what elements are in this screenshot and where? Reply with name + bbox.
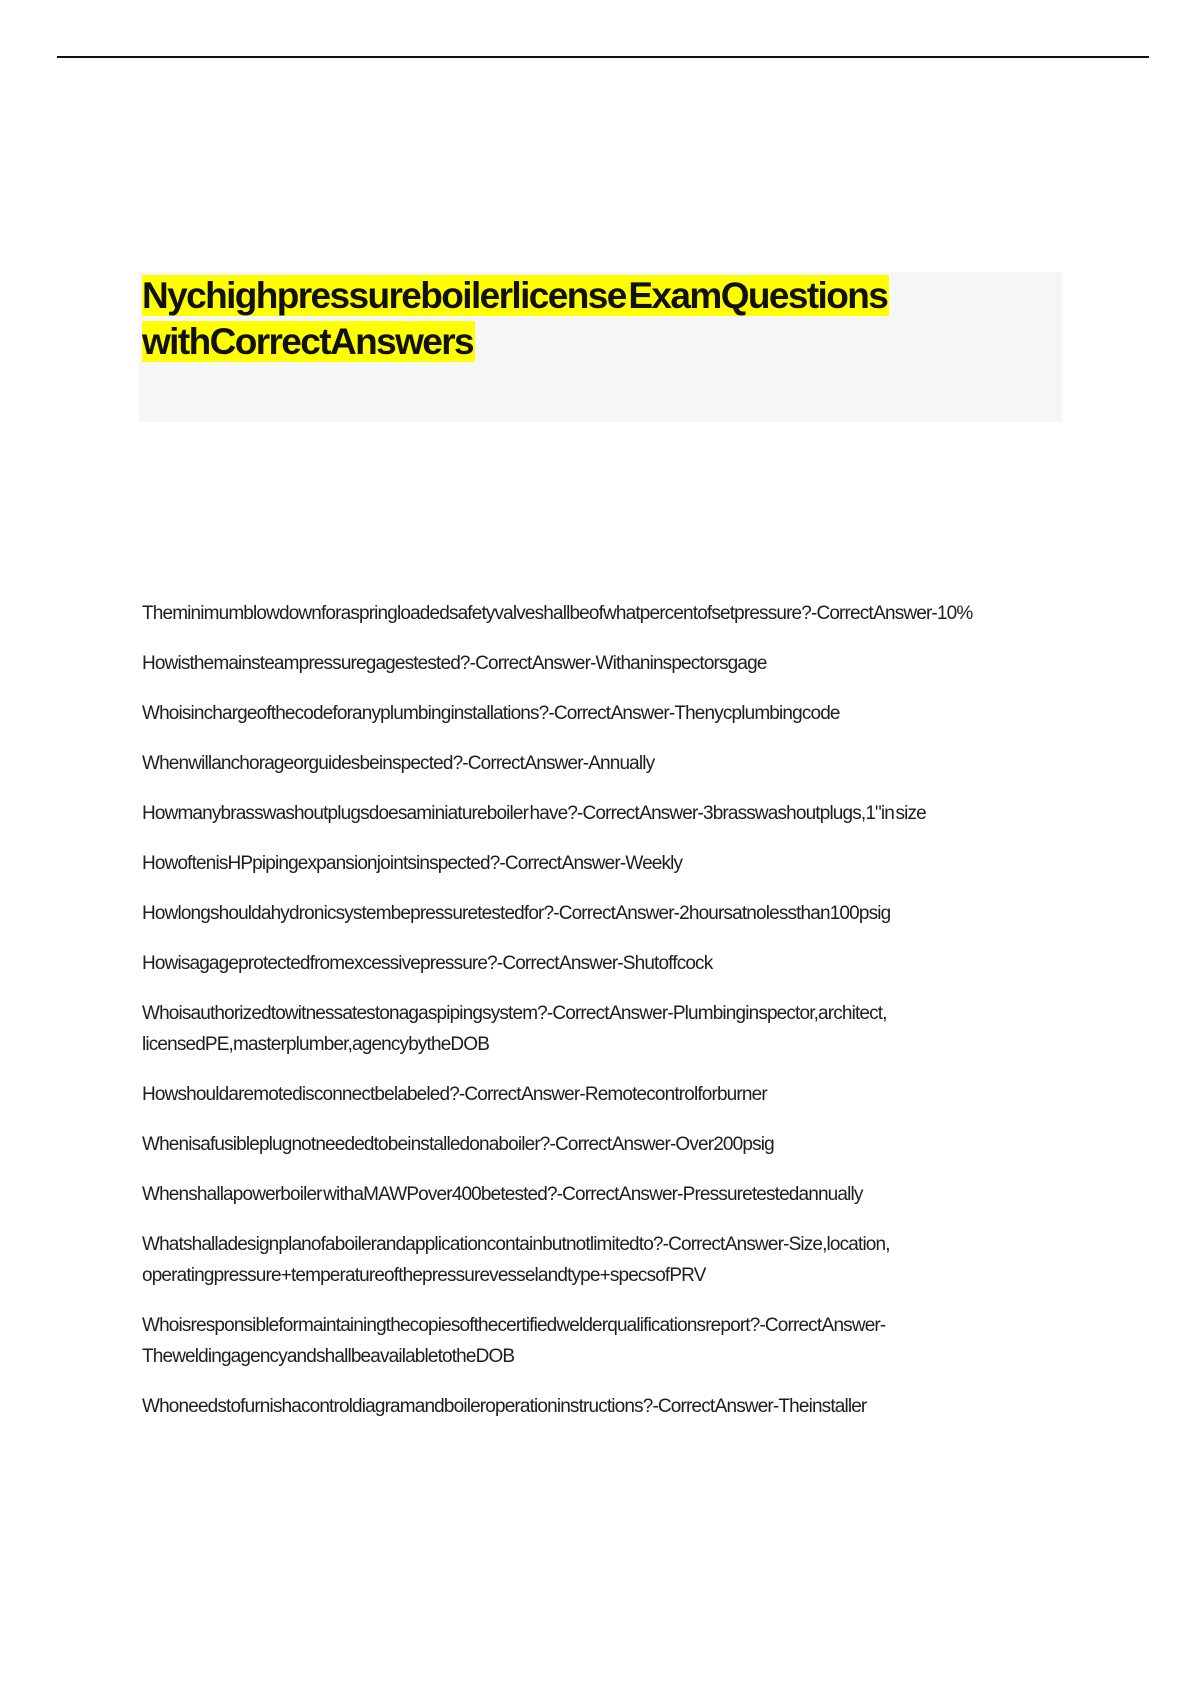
qa-item: Whenwillanchorageorguidesbeinspected?-Correct Answer-Annually xyxy=(142,753,655,774)
document-title-line-2: withCorrectAnswers xyxy=(142,321,474,362)
top-horizontal-rule xyxy=(57,56,1149,58)
question-answer-list xyxy=(142,598,1067,1441)
qa-item: HowoftenisHPpipingexpansionjointsinspected?-Correct Answer-Weekly xyxy=(142,853,683,874)
qa-item: Whoneedstofurnishacontroldiagramandboileroperationinstructions?-Correct Answer-Theinstaller xyxy=(142,1396,867,1417)
qa-item: Whatshalladesignplanofaboilerandapplicationcontainbutnotlimitedto?-Correct Answer-Size,location, operatingpressure+temperatureofthepressurevesselandtype+specsofPRV xyxy=(142,1234,890,1286)
qa-item: Whoisauthorizedtowitnessatestonagaspipingsystem?-Correct Answer-Plumbinginspector,architect, licensedPE,masterplumber,agencybytheDOB xyxy=(142,1003,887,1055)
qa-item: Whoisresponsibleformaintainingthecopiesofthecertifiedwelderqualificationsreport?-Correct Answer- TheweldingagencyandshallbeavailabletotheDOB xyxy=(142,1315,886,1367)
qa-item: Howisagageprotectedfromexcessivepressure?-Correct Answer-Shutoffcock xyxy=(142,953,713,974)
qa-item: Howlongshouldahydronicsystembepressuretestedfor?-Correct Answer-2hoursatnolessthan100psig xyxy=(142,903,891,924)
qa-item: Whoisinchargeofthecodeforanyplumbinginstallations?-Correct Answer-Thenycplumbingcode xyxy=(142,703,840,724)
qa-item: Whenshallapowerboiler withaMAWPover400betested?-Correct Answer-Pressuretestedannually xyxy=(142,1184,863,1205)
qa-item: Howshouldaremotedisconnectbelabeled?-Correct Answer-Remotecontrolforburner xyxy=(142,1084,767,1105)
document-title-line-1: Nychighpressureboilerlicense ExamQuestions xyxy=(142,275,888,316)
qa-item: Theminimumblowdownforaspringloadedsafetyvalveshallbeofwhatpercentofsetpressure?-Correct Answer-10% xyxy=(142,603,973,624)
qa-item: Howisthemainsteampressuregagestested?-Correct Answer-Withaninspectorsgage xyxy=(142,653,767,674)
document-title xyxy=(142,273,1062,365)
qa-item: Whenisafusibleplugnotneededtobeinstalledonaboiler?-Correct Answer-Over200psig xyxy=(142,1134,774,1155)
qa-item: Howmanybrasswashoutplugsdoesaminiatureboiler have?-Correct Answer-3brasswashoutplugs,1"in size xyxy=(142,803,926,824)
